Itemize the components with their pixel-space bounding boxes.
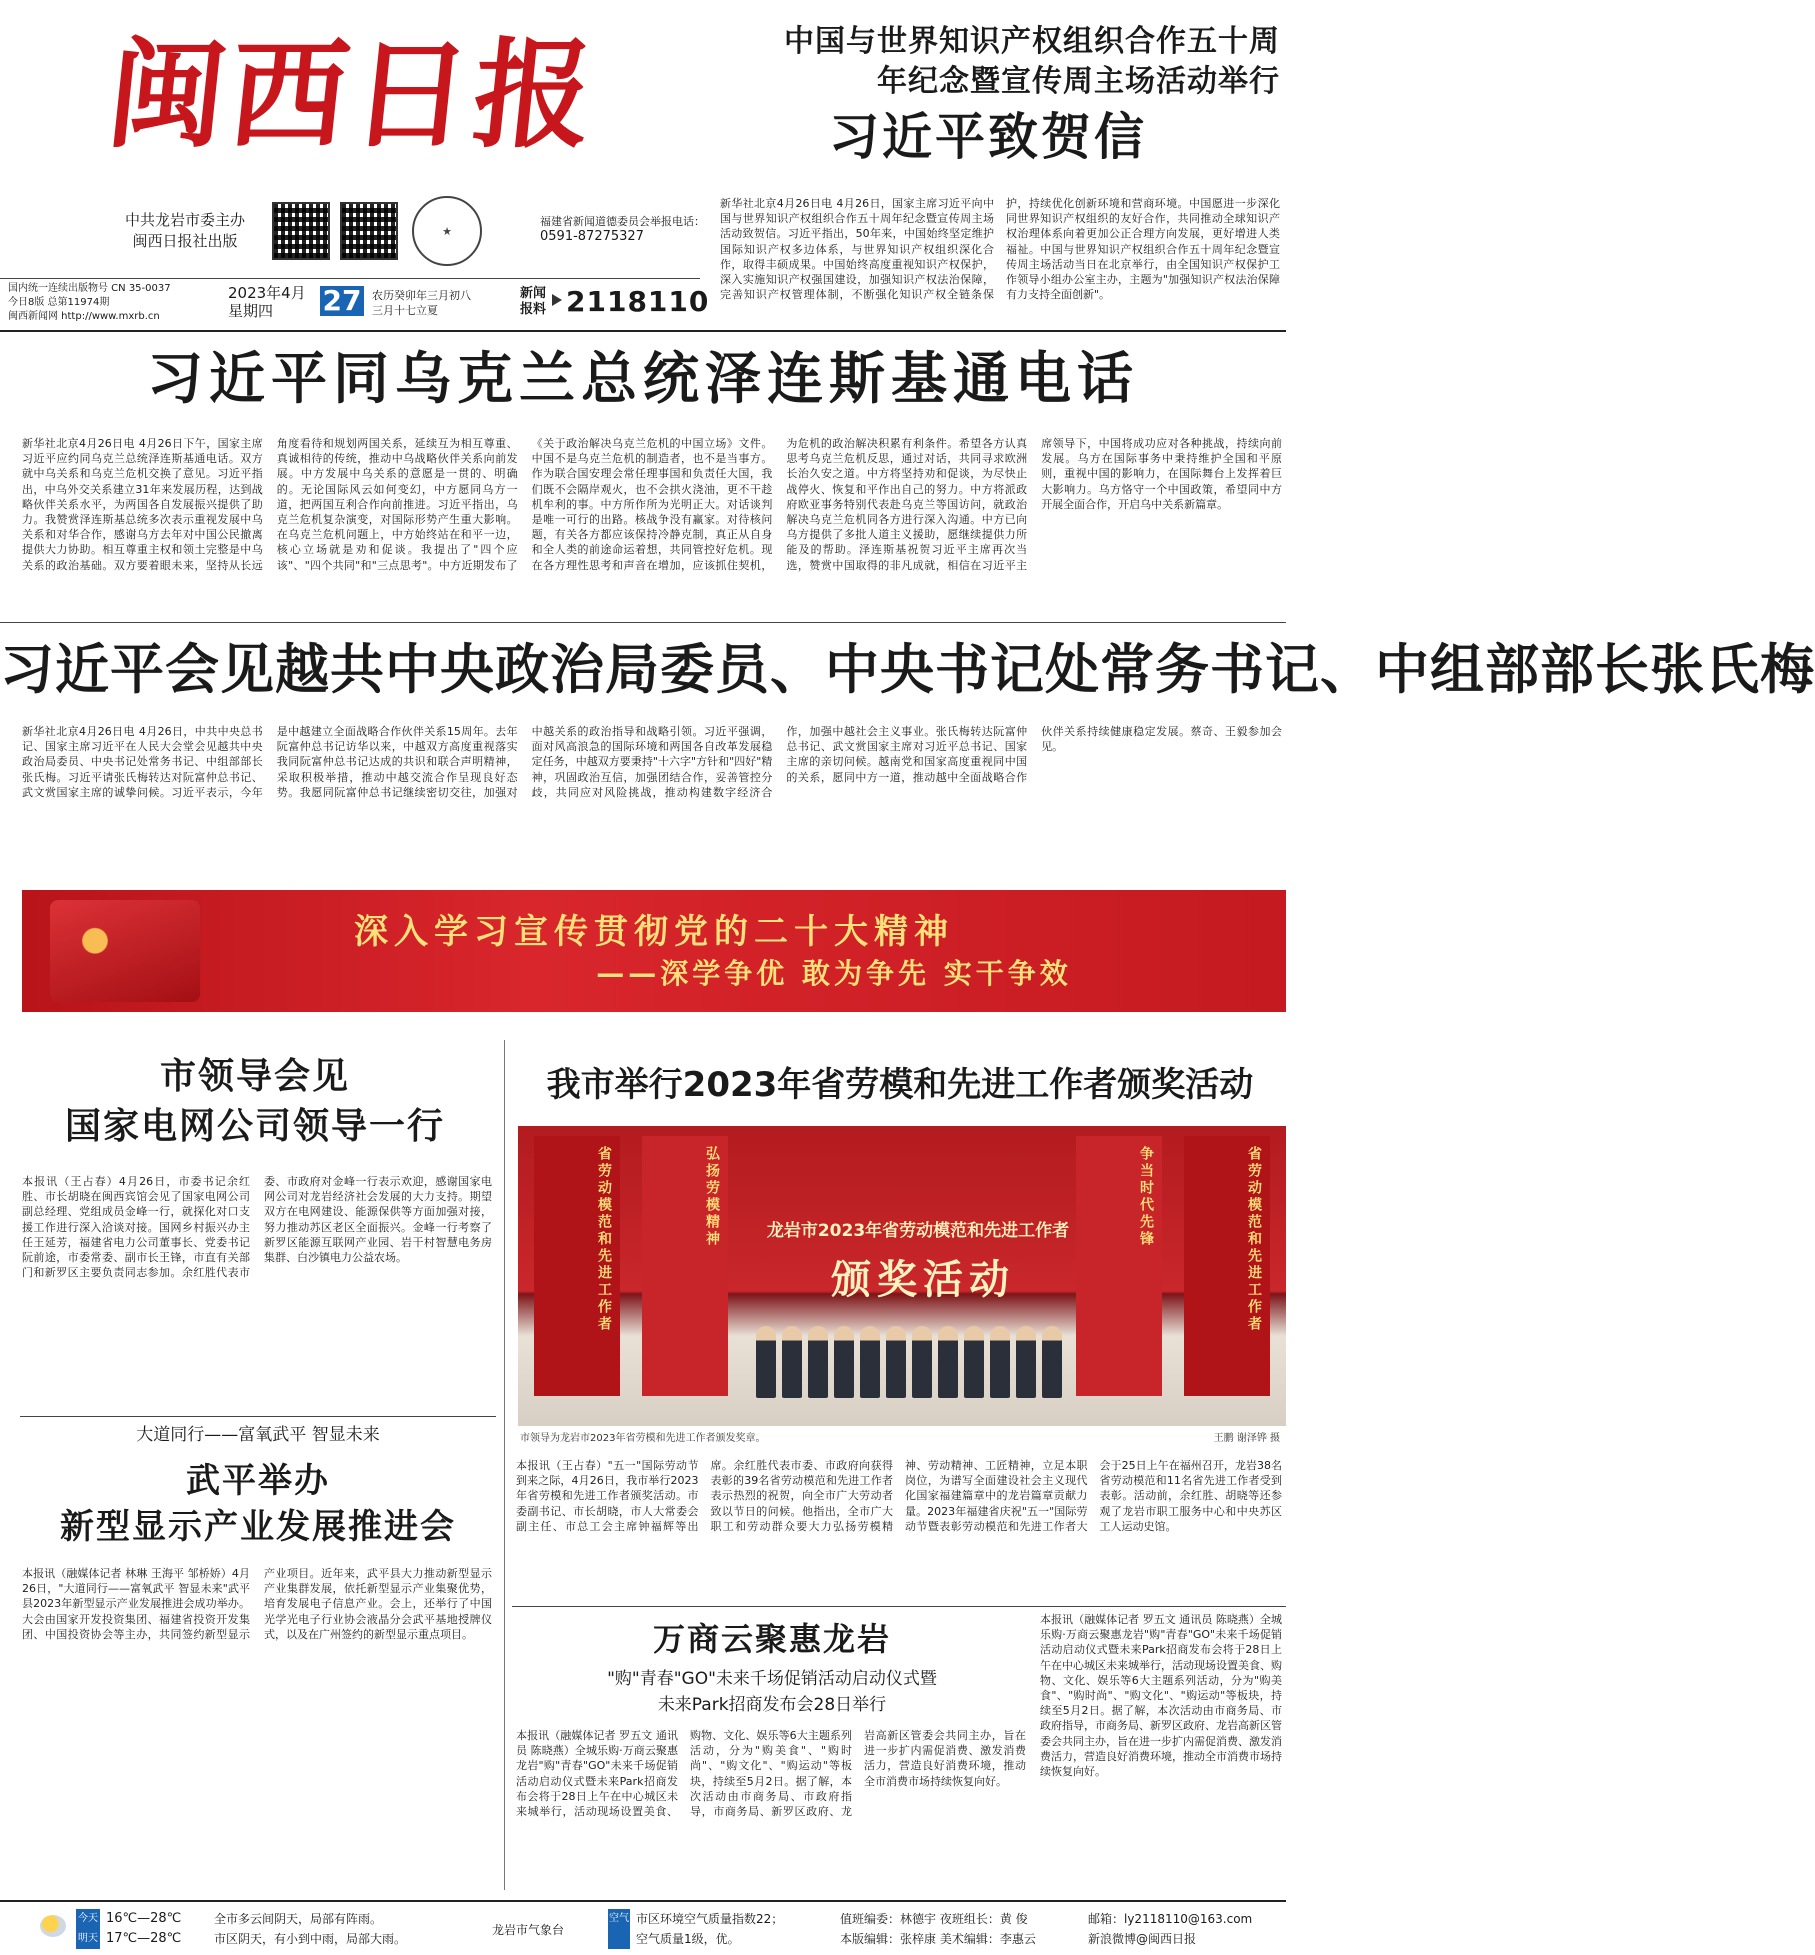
person-figure (1042, 1326, 1062, 1398)
top-story-headline[interactable]: 中国与世界知识产权组织合作五十周年纪念暨宣传周主场活动举行 (784, 24, 1280, 99)
column-divider (504, 1040, 505, 1890)
hotline-label-1: 新闻 (520, 286, 547, 301)
temp-tomorrow: 17℃—28℃ (106, 1931, 182, 1946)
kicker-wuping: 大道同行——富氧武平 智显未来 (136, 1425, 380, 1445)
subheadline-line: 未来Park招商发布会28日举行 (657, 1695, 887, 1715)
headline-line: 国家电网公司领导一行 (64, 1106, 445, 1147)
banner-title: 深入学习宣传贯彻党的二十大精神 (354, 912, 954, 952)
article-state-grid: 本报讯（王占春）4月26日，市委书记余红胜、市长胡晓在闽西宾馆会见了国家电网公司副总经理、党组成员金峰一行，就探化对口支援工作进行深入洽谈对接。国网乡村振兴办主任王延芳，福建省电力公司董事长、党委书记阮前途，市委常委、副市长王锋，市直有关部门和新罗区主要负责同志参加。余红胜代表市委、市政府对金峰一行表示欢迎，感谢国家电网公司对龙岩经济社会发展的大力支持。期望双方在电网建设、能源保供等方面加强对接，努力推动苏区老区全面振兴。金峰一行考察了新罗区能源互联网产业园、岩干村智慧电务房集群、白沙镇电力公益农场。 (22, 1175, 492, 1280)
headline-line: 市领导会见 (159, 1056, 350, 1097)
date-info (228, 284, 306, 320)
person-figure (834, 1326, 854, 1398)
photo-calligraphy-right: 争当时代先锋 (1076, 1136, 1162, 1396)
person-figure (912, 1326, 932, 1398)
stage-title: 龙岩市2023年省劳动模范和先进工作者 (766, 1221, 1070, 1241)
issue-info (8, 282, 218, 324)
article-wanshang-left: 本报讯（融媒体记者 罗五文 通讯员 陈晓燕）全城乐购·万商云聚惠龙岩"购"青春"GO"未来千场促销活动启动仪式暨未来Park招商发布会将于28日上午在中心城区未来城举行，活动现场设置美食、购物、文化、娱乐等6大主题系列活动，分为"购美食"、"购时尚"、"购文化"、"购运动"等板块，持续至5月2日。据了解，本次活动由市商务局、市政府指导，市商务局、新罗区政府、龙岩高新区管委会共同主办，旨在进一步扩内需促消费、激发消费活力，营造良好消费环境，推动全市消费市场持续恢复向好。 (516, 1729, 1026, 1819)
party-congress-banner[interactable] (22, 890, 1286, 1012)
cn-code: 国内统一连续出版物号 CN 35-0037 (8, 283, 171, 294)
person-figure (1016, 1326, 1036, 1398)
weather-desc (214, 1909, 406, 1949)
air-label: 空气 (608, 1909, 630, 1949)
news-ethics-seal-icon: ★ (412, 196, 482, 266)
article-wanshang-right: 本报讯（融媒体记者 罗五文 通讯员 陈晓燕）全城乐购·万商云聚惠龙岩"购"青春"GO"未来千场促销活动启动仪式暨未来Park招商发布会将于28日上午在中心城区未来城举行，活动现场设置美食、购物、文化、娱乐等6大主题系列活动，分为"购美食"、"购时尚"、"购文化"、"购运动"等板块，持续至5月2日。据了解，本次活动由市商务局、市政府指导，市商务局、新罗区政府、龙岩高新区管委会共同主办，旨在进一步扩内需促消费、激发消费活力，营造良好消费环境，推动全市消费市场持续恢复向好。 (1040, 1613, 1282, 1779)
website-link[interactable]: 闽西新闻网 http://www.mxrb.cn (8, 311, 160, 322)
photo-left-banner: 省劳动模范和先进工作者 (534, 1136, 620, 1396)
person-figure (964, 1326, 984, 1398)
divider (512, 1606, 1286, 1607)
person-figure (808, 1326, 828, 1398)
qr-code-icon (340, 202, 398, 260)
weather-desc-tomorrow: 市区阴天，有小到中雨，局部大雨。 (214, 1932, 407, 1946)
award-ceremony-photo[interactable] (518, 1126, 1286, 1426)
air-quality-index: 市区环境空气质量指数22； (636, 1912, 784, 1926)
hotline-label-2: 报料 (520, 302, 547, 317)
top-story-body: 新华社北京4月26日电 4月26日，国家主席习近平向中国与世界知识产权组织合作五十周年纪念暨宣传周主场活动致贺信。习近平指出，50年来，中国始终坚定维护国际知识产权多边体系，与世界知识产权组织深化合作，取得丰硕成果。中国始终高度重视知识产权保护，深入实施知识产权强国建设，加强知识产权法治保障，完善知识产权管理体制，不断强化知识产权全链条保护，持续优化创新环境和营商环境。中国愿进一步深化同世界知识产权组织的友好合作，共同推动全球知识产权治理体系向着更加公正合理方向发展，更好增进人类福祉。中国与世界知识产权组织合作五十周年纪念暨宣传周主场活动当日在北京举行，由全国知识产权保护工作领导小组办公室主办，主题为"加强知识产权法治保障 有力支持全面创新"。 (720, 197, 1280, 302)
headline-wuping[interactable] (20, 1458, 496, 1550)
publisher-line: 闽西日报社出版 (132, 232, 238, 250)
headline-wanshang[interactable]: 万商云聚惠龙岩 (652, 1620, 891, 1658)
sponsor-line: 中共龙岩市委主办 (124, 211, 245, 229)
hotline-label (520, 286, 546, 318)
divider (20, 1416, 496, 1417)
stage-big-title: 颁奖活动 (831, 1257, 1015, 1303)
issue-number: 今日8版 总第11974期 (8, 297, 110, 308)
weather-today (106, 1909, 181, 1949)
article-labor-models: 本报讯（王占春）"五一"国际劳动节到来之际，4月26日，我市举行2023年省劳模和先进工作者颁奖活动。市委副书记、市长胡晓，市人大常委会副主任、市总工会主席钟福辉等出席。余红胜代表市委、市政府向获得表彰的39名省劳动模范和先进工作者表示热烈的祝贺，向全市广大劳动者致以节日的问候。他指出，全市广大职工和劳动群众要大力弘扬劳模精神、劳动精神、工匠精神，立足本职岗位，为谱写全面建设社会主义现代化国家福建篇章中的龙岩篇章贡献力量。2023年福建省庆祝"五一"国际劳动节暨表彰劳动模范和先进工作者大会于25日上午在福州召开，龙岩38名省劳动模范和11名省先进工作者受到表彰。活动前，余红胜、胡晓等还参观了龙岩市职工服务中心和中央苏区工人运动史馆。 (516, 1459, 1282, 1533)
headline-line: 武平举办 (186, 1461, 330, 1501)
banner-subtitle: ——深学争优 敢为争先 实干争效 (596, 957, 1072, 990)
report-phone: 0591-87275327 (540, 229, 644, 244)
headline-zelensky-call[interactable]: 习近平同乌克兰总统泽连斯基通电话 (147, 347, 1139, 412)
weather-tomorrow-label: 明天 (78, 1933, 98, 1944)
subheadline-wanshang (512, 1666, 1032, 1718)
headline-line: 新型显示产业发展推进会 (60, 1507, 456, 1547)
contact-info (1088, 1909, 1252, 1949)
photo-caption: 市领导为龙岩市2023年省劳模和先进工作者颁发奖章。 (520, 1433, 766, 1444)
article-zelensky-call: 新华社北京4月26日电 4月26日下午，国家主席习近平应约同乌克兰总统泽连斯基通电话。双方就中乌关系和乌克兰危机交换了意见。习近平指出，中乌外交关系建立31年来发展历程，达到战略伙伴关系水平，为两国各自发展振兴提供了助力。我赞赏泽连斯基总统多次表示重视发展中乌关系和对华合作，感谢乌方去年对中国公民撤离提供大力协助。相互尊重主权和领土完整是中乌关系的政治基础。双方要着眼未来，坚持从长远角度看待和规划两国关系，延续互为相互尊重、真诚相待的传统，推动中乌战略伙伴关系向前发展。中方发展中乌关系的意愿是一贯的、明确的。无论国际风云如何变幻，中方愿同乌方一道，把两国互利合作向前推进。习近平指出，乌克兰危机复杂演变，对国际形势产生重大影响。在乌克兰危机问题上，中方始终站在和平一边，核心立场就是劝和促谈。我提出了"四个应该"、"四个共同"和"三点思考"。中方近期发布了《关于政治解决乌克兰危机的中国立场》文件。中国不是乌克兰危机的制造者，也不是当事方。作为联合国安理会常任理事国和负责任大国，我们既不会隔岸观火，也不会拱火浇油，更不干趁机牟利的事。中方所作所为光明正大。对话谈判是唯一可行的出路。核战争没有赢家。对待核问题，有关各方都应该保持冷静克制，真正从自身和全人类的前途命运着想，共同管控好危机。现在各方理性思考和声音在增加，应该抓住契机，为危机的政治解决积累有利条件。希望各方认真思考乌克兰危机反思，通过对话，共同寻求欧洲长治久安之道。中方将坚持劝和促谈，为尽快止战停火、恢复和平作出自己的努力。中方将派政府欧亚事务特别代表赴乌克兰等国访问，就政治解决乌克兰危机同各方进行深入沟通。中方已向乌方提供了多批人道主义援助，愿继续提供力所能及的帮助。泽连斯基祝贺习近平主席再次当选，赞赏中国取得的非凡成就，相信在习近平主席领导下，中国将成功应对各种挑战，持续向前发展。乌方在国际事务中秉持维护全国和平原则，重视中国的影响力，在国际舞台上发挥着巨大影响力。乌方恪守一个中国政策，希望同中方开展全面合作，开启乌中关系新篇章。 (22, 437, 1282, 572)
email-link[interactable]: 邮箱：ly2118110@163.com (1088, 1912, 1253, 1926)
report-label: 福建省新闻道德委员会举报电话： (540, 215, 705, 228)
article-meeting-vietnam: 新华社北京4月26日电 4月26日，中共中央总书记、国家主席习近平在人民大会堂会见越共中央政治局委员、中央书记处常务书记、中组部部长张氏梅。习近平请张氏梅转达对阮富仲总书记、武文赏国家主席的诚挚问候。习近平表示，今年是中越建立全面战略合作伙伴关系15周年。去年阮富仲总书记访华以来，中越双方高度重视落实我同阮富仲总书记达成的共识和联合声明精神，采取积极举措，推动中越交流合作呈现良好态势。我愿同阮富仲总书记继续密切交往，加强对中越关系的政治指导和战略引领。习近平强调，面对风高浪急的国际环境和两国各自改革发展稳定任务，中越双方要秉持"十六字"方针和"四好"精神，巩固政治互信，加强团结合作，妥善管控分歧，共同应对风险挑战，推动构建数字经济合作，加强中越社会主义事业。张氏梅转达阮富仲总书记、武文赏国家主席对习近平总书记、国家主席的亲切问候。越南党和国家高度重视同中国的关系，愿同中方一道，推动越中全面战略合作伙伴关系持续健康稳定发展。蔡奇、王毅参加会见。 (22, 725, 1282, 799)
subheadline-line: "购"青春"GO"未来千场促销活动启动仪式暨 (607, 1669, 937, 1689)
weather-desc-today: 全市多云间阴天，局部有阵雨。 (214, 1912, 383, 1926)
divider (0, 622, 1286, 623)
headline-state-grid[interactable] (20, 1052, 490, 1152)
masthead (100, 25, 678, 164)
photo-right-banner: 省劳动模范和先进工作者 (1184, 1136, 1270, 1396)
air-quality (636, 1909, 783, 1949)
newspaper-logo: 闽西日报 (100, 25, 604, 164)
hotline-number: 2118110 (566, 285, 710, 318)
headline-meeting-vietnam[interactable]: 习近平会见越共中央政治局委员、中央书记处常务书记、中组部部长张氏梅 (0, 638, 1815, 701)
divider (0, 278, 700, 279)
qr-code-icon (272, 202, 330, 260)
duty-line: 本版编辑：张梓康 美术编辑：李惠云 (840, 1932, 1036, 1946)
footer (0, 1905, 1286, 1955)
weather-label-box (76, 1909, 100, 1949)
top-story-subheadline[interactable]: 习近平致贺信 (829, 108, 1147, 166)
arrow-right-icon (552, 294, 562, 306)
day-box: 27 (320, 286, 364, 316)
duty-editors (840, 1909, 1036, 1949)
article-wuping: 本报讯（融媒体记者 林琳 王海平 邹桥娇）4月26日，"大道同行——富氧武平 智显未来"武平县2023年新型显示产业发展推进会成功举办。大会由国家开发投资集团、福建省投资开发集团、中国投资协会等主办，共同签约新型显示产业项目。近年来，武平县大力推动新型显示产业集群发展，依托新型显示产业集聚优势，培育发展电子信息产业。会上，还举行了中国光学光电子行业协会液晶分会武平基地授牌仪式，以及在广州签约的新型显示重点项目。 (22, 1567, 492, 1641)
photo-credit: 王鹏 谢泽铧 摄 (1213, 1433, 1280, 1444)
solar-term: 三月十七立夏 (372, 304, 438, 317)
air-quality-level: 空气质量1级，优。 (636, 1932, 740, 1946)
footer-divider (0, 1900, 1286, 1902)
headline-labor-models[interactable]: 我市举行2023年省劳模和先进工作者颁奖活动 (546, 1065, 1254, 1105)
photo-calligraphy-left: 弘扬劳模精神 (642, 1136, 728, 1396)
duty-line: 值班编委：林德宇 夜班组长：黄 俊 (840, 1912, 1028, 1926)
temp-today: 16℃—28℃ (106, 1911, 182, 1926)
lunar-date (372, 288, 471, 318)
person-figure (756, 1326, 776, 1398)
weekday: 星期四 (228, 302, 274, 320)
person-figure (886, 1326, 906, 1398)
person-figure (782, 1326, 802, 1398)
person-figure (938, 1326, 958, 1398)
person-figure (990, 1326, 1010, 1398)
weather-today-label: 今天 (78, 1913, 98, 1924)
lunar-line: 农历癸卯年三月初八 (372, 289, 471, 302)
partly-cloudy-icon (40, 1915, 66, 1937)
year-month: 2023年4月 (228, 284, 306, 302)
weibo-link[interactable]: 新浪微博@闽西日报 (1088, 1932, 1197, 1946)
weather-station: 龙岩市气象台 (492, 1923, 565, 1937)
masthead-divider (0, 330, 1286, 332)
person-figure (860, 1326, 880, 1398)
publisher-info (110, 210, 260, 252)
